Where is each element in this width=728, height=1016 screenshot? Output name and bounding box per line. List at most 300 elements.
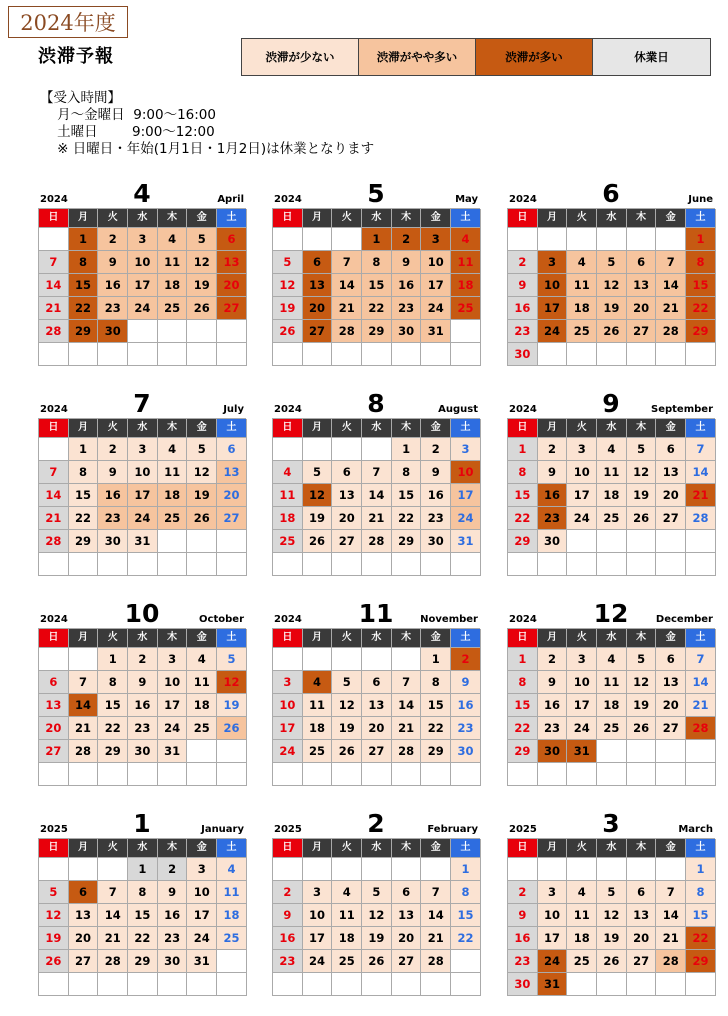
day-cell: 28	[686, 507, 716, 530]
day-cell: 27	[217, 507, 247, 530]
day-cell: 23	[98, 507, 128, 530]
day-cell: 20	[627, 297, 657, 320]
weekday-header: 金	[421, 629, 451, 648]
month-year: 2025	[274, 824, 302, 835]
month-year: 2024	[40, 614, 68, 625]
day-cell: 23	[98, 297, 128, 320]
month-header	[507, 390, 715, 418]
day-cell: 8	[128, 881, 158, 904]
day-cell: 20	[39, 717, 69, 740]
day-cell: 28	[656, 320, 686, 343]
month-year: 2024	[274, 404, 302, 415]
day-cell: 15	[686, 274, 716, 297]
month-header	[38, 600, 246, 628]
empty-cell	[39, 553, 69, 576]
month-grid	[38, 418, 246, 576]
month-name: September	[651, 404, 713, 415]
empty-cell	[69, 648, 99, 671]
month-grid	[507, 418, 715, 576]
year-badge: 2024年度	[8, 6, 128, 38]
day-cell: 13	[332, 484, 362, 507]
day-cell: 21	[39, 507, 69, 530]
day-cell: 20	[217, 274, 247, 297]
day-cell: 30	[128, 740, 158, 763]
day-cell: 21	[362, 507, 392, 530]
month-year: 2024	[509, 194, 537, 205]
empty-cell	[392, 858, 422, 881]
legend-item-medium: 渋滞がやや多い	[359, 39, 476, 75]
empty-cell	[538, 553, 568, 576]
day-cell: 3	[567, 648, 597, 671]
day-cell: 8	[686, 881, 716, 904]
reception-hours	[40, 90, 374, 158]
day-cell: 30	[392, 320, 422, 343]
day-cell: 29	[686, 950, 716, 973]
day-cell: 14	[98, 904, 128, 927]
day-cell: 19	[597, 297, 627, 320]
empty-cell	[69, 343, 99, 366]
month-number: 9	[602, 389, 620, 418]
legend	[241, 38, 711, 76]
day-cell: 4	[567, 881, 597, 904]
weekday-header: 月	[69, 629, 99, 648]
day-cell: 23	[128, 717, 158, 740]
month-grid	[38, 208, 246, 366]
day-cell: 28	[392, 740, 422, 763]
month-grid	[507, 208, 715, 366]
day-cell: 28	[421, 950, 451, 973]
day-cell: 8	[69, 461, 99, 484]
day-cell: 1	[421, 648, 451, 671]
weekday-header: 水	[362, 209, 392, 228]
day-cell: 22	[421, 717, 451, 740]
weekday-header: 月	[303, 629, 333, 648]
empty-cell	[303, 438, 333, 461]
month-grid	[272, 838, 480, 996]
month-name: December	[655, 614, 713, 625]
day-cell: 1	[686, 858, 716, 881]
day-cell: 27	[39, 740, 69, 763]
day-cell: 30	[421, 530, 451, 553]
day-cell: 17	[567, 694, 597, 717]
empty-cell	[39, 228, 69, 251]
day-cell: 19	[303, 507, 333, 530]
day-cell: 9	[508, 274, 538, 297]
day-cell: 25	[158, 297, 188, 320]
day-cell: 3	[538, 881, 568, 904]
day-cell: 5	[597, 251, 627, 274]
reception-hours-heading: 【受入時間】	[40, 90, 121, 106]
day-cell: 25	[332, 950, 362, 973]
day-cell: 1	[451, 858, 481, 881]
month-number: 6	[602, 179, 620, 208]
day-cell: 13	[656, 671, 686, 694]
empty-cell	[656, 763, 686, 786]
weekday-header: 火	[567, 839, 597, 858]
day-cell: 13	[217, 251, 247, 274]
day-cell: 13	[39, 694, 69, 717]
empty-cell	[98, 343, 128, 366]
day-cell: 21	[98, 927, 128, 950]
empty-cell	[39, 343, 69, 366]
day-cell: 2	[98, 438, 128, 461]
weekday-header: 水	[362, 629, 392, 648]
legend-item-high: 渋滞が多い	[476, 39, 593, 75]
day-cell: 16	[508, 297, 538, 320]
day-cell: 30	[538, 740, 568, 763]
empty-cell	[69, 973, 99, 996]
day-cell: 14	[332, 274, 362, 297]
day-cell: 11	[567, 904, 597, 927]
weekday-header: 火	[332, 839, 362, 858]
empty-cell	[273, 438, 303, 461]
month-calendar	[272, 810, 480, 996]
empty-cell	[656, 343, 686, 366]
month-header	[38, 390, 246, 418]
day-cell: 20	[217, 484, 247, 507]
day-cell: 27	[627, 950, 657, 973]
weekday-header: 月	[303, 419, 333, 438]
day-cell: 16	[273, 927, 303, 950]
day-cell: 15	[508, 484, 538, 507]
weekday-header: 水	[128, 419, 158, 438]
day-cell: 29	[508, 530, 538, 553]
day-cell: 2	[273, 881, 303, 904]
month-calendar	[507, 180, 715, 366]
day-cell: 28	[362, 530, 392, 553]
day-cell: 21	[69, 717, 99, 740]
empty-cell	[128, 763, 158, 786]
day-cell: 18	[451, 274, 481, 297]
empty-cell	[217, 320, 247, 343]
day-cell: 16	[158, 904, 188, 927]
day-cell: 13	[627, 904, 657, 927]
day-cell: 5	[627, 438, 657, 461]
day-cell: 15	[686, 904, 716, 927]
weekday-header: 月	[69, 419, 99, 438]
month-year: 2024	[274, 194, 302, 205]
day-cell: 16	[392, 274, 422, 297]
weekday-header: 月	[303, 209, 333, 228]
empty-cell	[158, 530, 188, 553]
day-cell: 26	[627, 507, 657, 530]
weekday-header: 木	[158, 839, 188, 858]
weekday-header: 月	[538, 419, 568, 438]
weekday-header: 土	[686, 839, 716, 858]
empty-cell	[627, 740, 657, 763]
day-cell: 30	[508, 343, 538, 366]
day-cell: 3	[421, 228, 451, 251]
day-cell: 7	[421, 881, 451, 904]
day-cell: 6	[656, 438, 686, 461]
day-cell: 18	[273, 507, 303, 530]
day-cell: 26	[303, 530, 333, 553]
weekday-header: 金	[421, 419, 451, 438]
weekday-header: 月	[538, 629, 568, 648]
weekday-header: 土	[217, 209, 247, 228]
empty-cell	[451, 950, 481, 973]
day-cell: 7	[656, 251, 686, 274]
empty-cell	[392, 973, 422, 996]
day-cell: 22	[128, 927, 158, 950]
day-cell: 4	[217, 858, 247, 881]
weekday-header: 土	[686, 629, 716, 648]
day-cell: 22	[686, 927, 716, 950]
day-cell: 27	[332, 530, 362, 553]
month-grid	[38, 628, 246, 786]
empty-cell	[158, 320, 188, 343]
empty-cell	[332, 343, 362, 366]
reception-hours-saturday: 土曜日 9:00～12:00	[40, 124, 215, 140]
empty-cell	[656, 858, 686, 881]
day-cell: 26	[217, 717, 247, 740]
empty-cell	[362, 438, 392, 461]
day-cell: 15	[69, 274, 99, 297]
empty-cell	[98, 763, 128, 786]
day-cell: 31	[187, 950, 217, 973]
day-cell: 25	[567, 950, 597, 973]
day-cell: 29	[686, 320, 716, 343]
day-cell: 17	[538, 927, 568, 950]
weekday-header: 金	[187, 209, 217, 228]
day-cell: 25	[158, 507, 188, 530]
day-cell: 14	[69, 694, 99, 717]
day-cell: 18	[158, 274, 188, 297]
day-cell: 27	[392, 950, 422, 973]
month-grid	[272, 418, 480, 576]
day-cell: 10	[187, 881, 217, 904]
day-cell: 7	[392, 671, 422, 694]
empty-cell	[686, 973, 716, 996]
day-cell: 19	[217, 694, 247, 717]
day-cell: 4	[158, 228, 188, 251]
day-cell: 31	[538, 973, 568, 996]
day-cell: 8	[69, 251, 99, 274]
day-cell: 9	[451, 671, 481, 694]
weekday-header: 金	[421, 209, 451, 228]
day-cell: 13	[303, 274, 333, 297]
empty-cell	[98, 553, 128, 576]
empty-cell	[656, 228, 686, 251]
day-cell: 15	[421, 694, 451, 717]
day-cell: 8	[508, 461, 538, 484]
day-cell: 11	[303, 694, 333, 717]
day-cell: 28	[98, 950, 128, 973]
day-cell: 10	[538, 904, 568, 927]
day-cell: 12	[627, 671, 657, 694]
day-cell: 23	[508, 320, 538, 343]
day-cell: 12	[39, 904, 69, 927]
empty-cell	[508, 553, 538, 576]
day-cell: 24	[451, 507, 481, 530]
day-cell: 21	[421, 927, 451, 950]
empty-cell	[98, 858, 128, 881]
weekday-header: 土	[217, 839, 247, 858]
empty-cell	[686, 740, 716, 763]
empty-cell	[538, 763, 568, 786]
empty-cell	[187, 320, 217, 343]
weekday-header: 木	[392, 419, 422, 438]
month-year: 2024	[40, 194, 68, 205]
day-cell: 12	[273, 274, 303, 297]
month-calendar	[507, 390, 715, 576]
weekday-header: 日	[273, 419, 303, 438]
day-cell: 5	[303, 461, 333, 484]
day-cell: 17	[128, 484, 158, 507]
day-cell: 10	[538, 274, 568, 297]
weekday-header: 火	[98, 839, 128, 858]
month-header	[272, 810, 480, 838]
day-cell: 24	[567, 507, 597, 530]
day-cell: 3	[567, 438, 597, 461]
weekday-header: 木	[627, 209, 657, 228]
empty-cell	[217, 530, 247, 553]
weekday-header: 火	[98, 629, 128, 648]
day-cell: 3	[128, 228, 158, 251]
empty-cell	[303, 343, 333, 366]
day-cell: 24	[158, 717, 188, 740]
empty-cell	[656, 553, 686, 576]
empty-cell	[332, 438, 362, 461]
weekday-header: 水	[362, 419, 392, 438]
day-cell: 12	[217, 671, 247, 694]
empty-cell	[597, 530, 627, 553]
day-cell: 6	[217, 438, 247, 461]
day-cell: 20	[362, 717, 392, 740]
month-grid	[38, 838, 246, 996]
weekday-header: 金	[656, 419, 686, 438]
day-cell: 14	[392, 694, 422, 717]
month-calendar	[272, 600, 480, 786]
month-number: 8	[367, 389, 385, 418]
empty-cell	[158, 343, 188, 366]
empty-cell	[567, 343, 597, 366]
day-cell: 30	[508, 973, 538, 996]
day-cell: 16	[98, 484, 128, 507]
day-cell: 21	[39, 297, 69, 320]
day-cell: 31	[451, 530, 481, 553]
empty-cell	[303, 648, 333, 671]
month-name: June	[688, 194, 713, 205]
day-cell: 7	[686, 648, 716, 671]
empty-cell	[567, 553, 597, 576]
weekday-header: 日	[508, 839, 538, 858]
day-cell: 16	[98, 274, 128, 297]
day-cell: 18	[217, 904, 247, 927]
empty-cell	[538, 228, 568, 251]
day-cell: 13	[627, 274, 657, 297]
day-cell: 29	[392, 530, 422, 553]
empty-cell	[39, 973, 69, 996]
weekday-header: 日	[39, 209, 69, 228]
day-cell: 21	[656, 297, 686, 320]
weekday-header: 火	[332, 419, 362, 438]
day-cell: 29	[362, 320, 392, 343]
empty-cell	[421, 343, 451, 366]
weekday-header: 土	[686, 419, 716, 438]
day-cell: 26	[597, 950, 627, 973]
day-cell: 20	[332, 507, 362, 530]
day-cell: 17	[187, 904, 217, 927]
day-cell: 17	[421, 274, 451, 297]
day-cell: 28	[39, 320, 69, 343]
day-cell: 11	[597, 671, 627, 694]
day-cell: 31	[158, 740, 188, 763]
weekday-header: 火	[332, 629, 362, 648]
day-cell: 21	[686, 694, 716, 717]
day-cell: 14	[656, 274, 686, 297]
day-cell: 1	[98, 648, 128, 671]
day-cell: 15	[69, 484, 99, 507]
day-cell: 1	[69, 438, 99, 461]
month-header	[272, 180, 480, 208]
month-number: 11	[358, 599, 394, 628]
weekday-header: 土	[686, 209, 716, 228]
day-cell: 9	[98, 461, 128, 484]
day-cell: 22	[69, 297, 99, 320]
day-cell: 24	[303, 950, 333, 973]
day-cell: 18	[567, 297, 597, 320]
empty-cell	[567, 228, 597, 251]
day-cell: 8	[451, 881, 481, 904]
empty-cell	[362, 648, 392, 671]
day-cell: 12	[332, 694, 362, 717]
month-year: 2024	[509, 614, 537, 625]
day-cell: 26	[597, 320, 627, 343]
empty-cell	[362, 763, 392, 786]
empty-cell	[538, 343, 568, 366]
weekday-header: 土	[451, 629, 481, 648]
day-cell: 26	[627, 717, 657, 740]
day-cell: 19	[39, 927, 69, 950]
empty-cell	[392, 763, 422, 786]
month-number: 1	[133, 809, 151, 838]
empty-cell	[597, 740, 627, 763]
month-name: January	[201, 824, 244, 835]
month-calendar	[507, 810, 715, 996]
day-cell: 7	[656, 881, 686, 904]
weekday-header: 土	[451, 839, 481, 858]
day-cell: 16	[451, 694, 481, 717]
empty-cell	[273, 973, 303, 996]
day-cell: 1	[392, 438, 422, 461]
weekday-header: 月	[538, 209, 568, 228]
empty-cell	[332, 553, 362, 576]
day-cell: 1	[128, 858, 158, 881]
day-cell: 29	[98, 740, 128, 763]
day-cell: 27	[627, 320, 657, 343]
empty-cell	[39, 763, 69, 786]
day-cell: 27	[69, 950, 99, 973]
day-cell: 16	[538, 694, 568, 717]
day-cell: 6	[217, 228, 247, 251]
month-number: 4	[133, 179, 151, 208]
day-cell: 22	[98, 717, 128, 740]
empty-cell	[567, 858, 597, 881]
day-cell: 19	[187, 274, 217, 297]
day-cell: 22	[686, 297, 716, 320]
empty-cell	[187, 530, 217, 553]
empty-cell	[421, 763, 451, 786]
day-cell: 5	[217, 648, 247, 671]
empty-cell	[273, 763, 303, 786]
weekday-header: 水	[128, 209, 158, 228]
day-cell: 3	[273, 671, 303, 694]
weekday-header: 日	[508, 629, 538, 648]
empty-cell	[597, 343, 627, 366]
month-header	[38, 810, 246, 838]
weekday-header: 金	[656, 209, 686, 228]
